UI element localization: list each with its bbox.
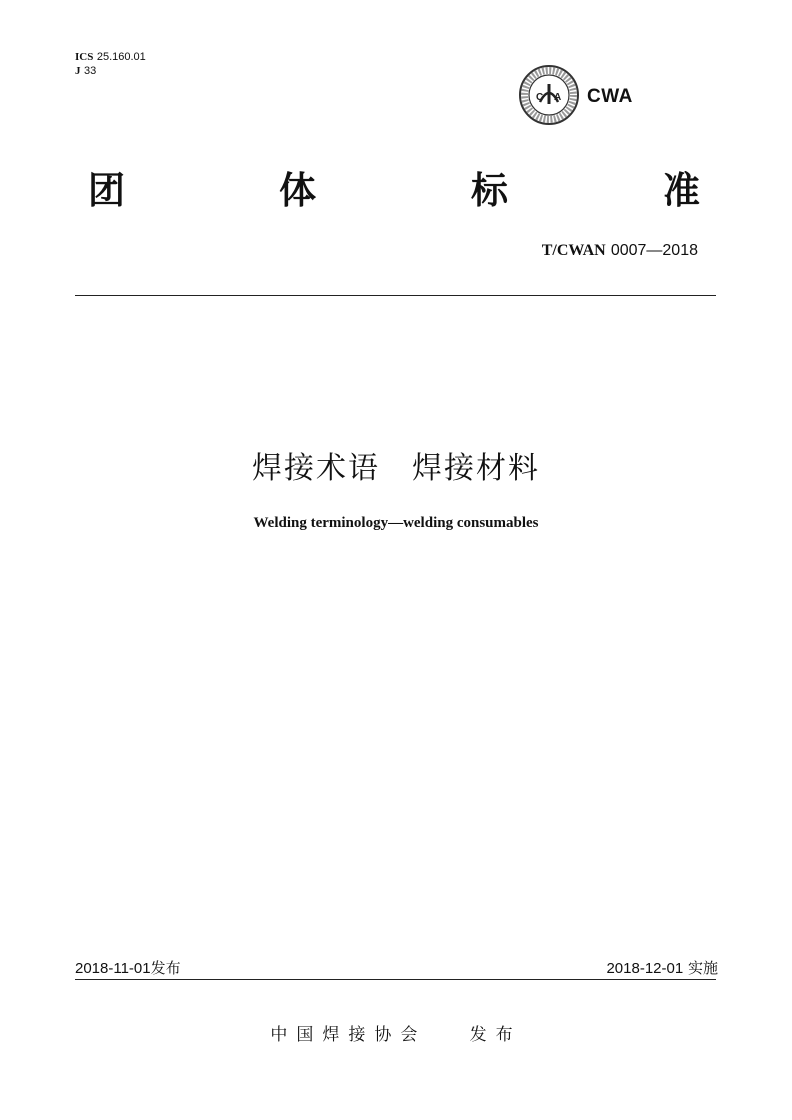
standard-type-char-3: 标 bbox=[471, 169, 508, 212]
ccs-line bbox=[75, 64, 146, 78]
issuer-name: 中国焊接协会 bbox=[270, 1025, 427, 1045]
issuer-action: 发布 bbox=[469, 1025, 522, 1045]
standard-type-char-2: 体 bbox=[279, 169, 316, 212]
standard-type-char-1: 团 bbox=[88, 169, 125, 212]
header-divider bbox=[75, 295, 716, 296]
standard-number-value: 0007—2018 bbox=[610, 242, 698, 259]
publish-date: 2018-11-01 bbox=[75, 960, 151, 977]
ccs-label: J bbox=[75, 65, 81, 77]
svg-text:C: C bbox=[536, 92, 544, 103]
ccs-code: 33 bbox=[84, 65, 97, 77]
footer-divider bbox=[75, 979, 716, 980]
svg-text:A: A bbox=[554, 92, 562, 103]
standard-number-prefix: T/CWAN bbox=[541, 242, 606, 259]
implement-date-block bbox=[560, 957, 718, 978]
implement-date: 2018-12-01 bbox=[606, 960, 684, 977]
cwa-logo-text: CWA bbox=[587, 86, 633, 107]
title-english: Welding terminology—welding consumables bbox=[253, 515, 539, 531]
implement-label: 实施 bbox=[687, 959, 718, 977]
issuer-line bbox=[0, 1020, 792, 1045]
publish-date-block bbox=[75, 957, 181, 978]
classification-codes bbox=[75, 50, 146, 78]
standard-type-char-4: 准 bbox=[663, 169, 700, 212]
ics-line bbox=[75, 50, 146, 64]
ics-label: ICS bbox=[75, 51, 94, 63]
title-chinese: 焊接术语 焊接材料 bbox=[252, 451, 540, 486]
publish-label: 发布 bbox=[150, 959, 181, 977]
standard-number bbox=[480, 240, 698, 260]
cwa-seal-icon bbox=[518, 64, 580, 126]
ics-code: 25.160.01 bbox=[96, 51, 146, 63]
